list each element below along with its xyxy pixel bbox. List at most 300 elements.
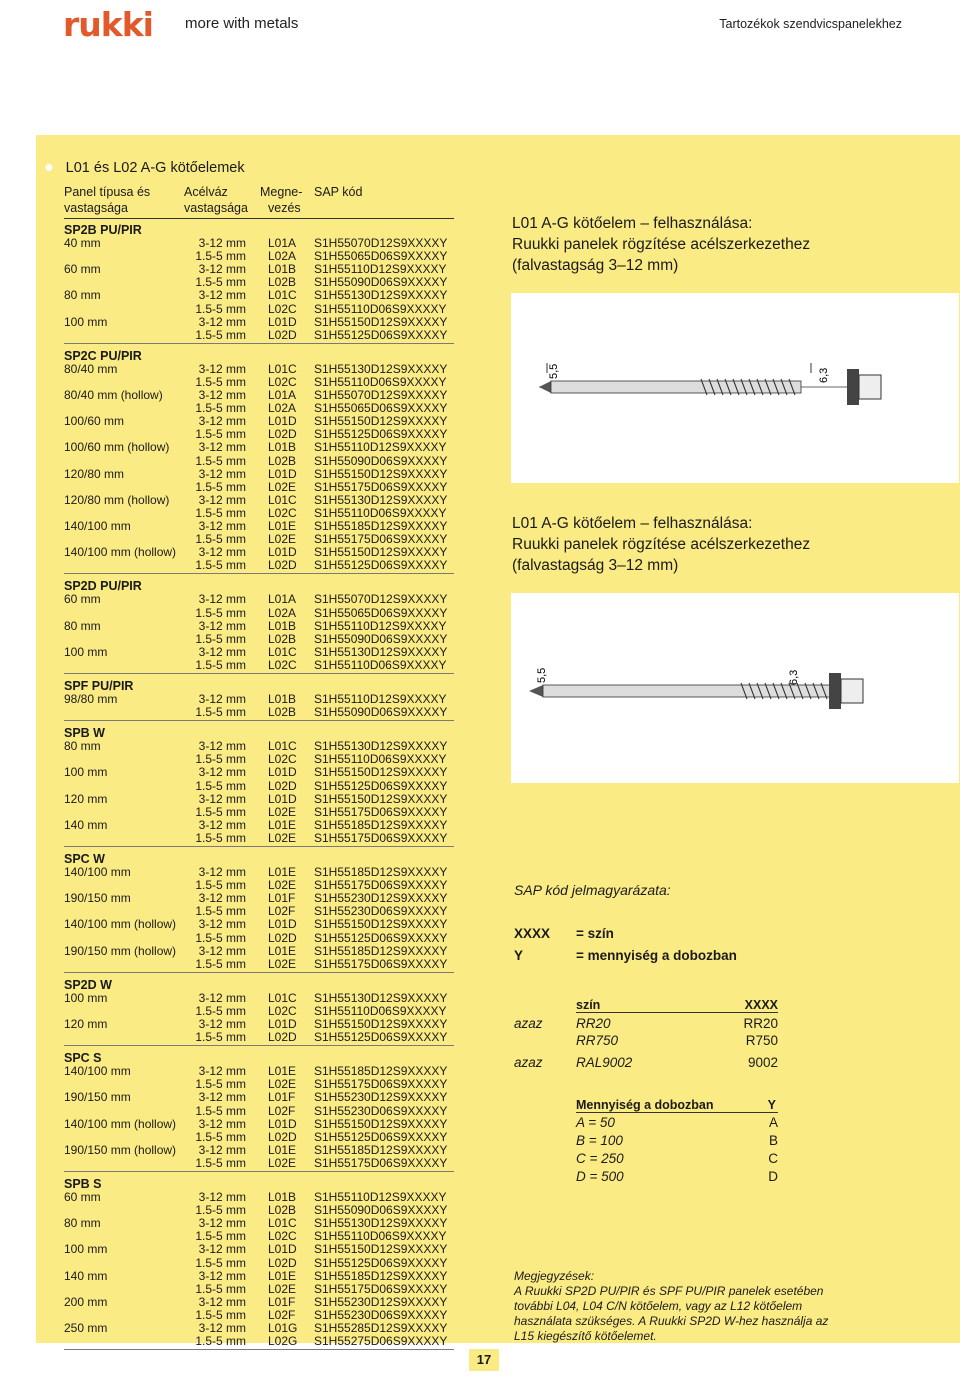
cell-steel: 3-12 mm [198, 739, 246, 754]
cell-name: L01D [268, 1242, 297, 1257]
cell-name: L01F [268, 1294, 296, 1309]
cell-steel: 3-12 mm [198, 466, 246, 481]
cell-steel: 3-12 mm [198, 891, 246, 906]
cell-sap: S1H55185D12S9XXXXY [314, 817, 448, 832]
col-panel-1: Panel típusa és [64, 185, 151, 199]
cell-sap: S1H55070D12S9XXXXY [314, 388, 448, 402]
cell-steel: 1.5-5 mm [195, 327, 246, 342]
cell-name: L01B [268, 618, 297, 633]
cell-steel: 3-12 mm [198, 1064, 246, 1079]
quantity-table-header: Mennyiség a dobozban Y [576, 1098, 776, 1112]
cell-panel: 100 mm [64, 1242, 108, 1257]
cell-sap: S1H55150D12S9XXXXY [314, 791, 448, 806]
cell-sap: S1H55065D06S9XXXXY [314, 401, 448, 416]
sap-legend [514, 882, 671, 898]
cell-name: L01C [268, 644, 297, 659]
cell-name: L01F [268, 891, 296, 906]
col-steel-1: Acélváz [184, 185, 228, 199]
cell-sap: S1H55130D12S9XXXXY [314, 1216, 448, 1231]
cell-name: L02D [268, 1129, 297, 1144]
cell-steel: 1.5-5 mm [195, 1030, 246, 1045]
screw-1-icon [511, 293, 959, 483]
group-title: SP2D W [64, 977, 112, 992]
cell-steel: 1.5-5 mm [195, 1334, 246, 1349]
cell-steel: 1.5-5 mm [195, 878, 246, 893]
cell-name: L02F [268, 904, 296, 919]
cell-steel: 3-12 mm [198, 990, 246, 1005]
cell-panel: 60 mm [64, 592, 101, 607]
cell-name: L02C [268, 374, 297, 389]
cell-panel: 140/100 mm [64, 865, 131, 879]
cell-steel: 3-12 mm [198, 817, 246, 832]
color-ral9002: RAL9002 [576, 1055, 633, 1070]
cell-name: L02E [268, 804, 297, 819]
cell-name: L02C [268, 301, 297, 316]
cell-steel: 3-12 mm [198, 1216, 246, 1231]
cell-name: L02B [268, 1203, 297, 1218]
cell-name: L02D [268, 930, 297, 945]
cell-panel: 100 mm [64, 765, 108, 780]
cell-name: L01C [268, 288, 297, 303]
cell-name: L02E [268, 532, 297, 547]
cell-name: L01A [268, 592, 297, 607]
cell-steel: 3-12 mm [198, 943, 246, 958]
cell-steel: 3-12 mm [198, 1090, 246, 1105]
cell-sap: S1H55150D12S9XXXXY [314, 765, 448, 780]
cell-panel: 140 mm [64, 1268, 108, 1283]
azaz-2: azaz [514, 1055, 543, 1070]
header-rule [64, 218, 454, 219]
cell-steel: 3-12 mm [198, 1116, 246, 1131]
group-title: SP2C PU/PIR [64, 348, 142, 363]
cell-steel: 1.5-5 mm [195, 830, 246, 845]
col-name-2: vezés [268, 201, 301, 215]
cell-panel: 80 mm [64, 288, 101, 303]
header-title: Tartozékok szendvicspanelekhez [719, 17, 902, 31]
cell-steel: 1.5-5 mm [195, 705, 246, 720]
cell-sap: S1H55110D12S9XXXXY [314, 692, 447, 706]
cell-name: L01E [268, 1142, 297, 1157]
col-panel-2: vastagsága [64, 201, 128, 215]
cell-name: L02B [268, 705, 297, 720]
cell-sap: S1H55150D12S9XXXXY [314, 414, 448, 429]
cell-name: L02A [268, 605, 297, 620]
cell-steel: 3-12 mm [198, 288, 246, 303]
group-divider [64, 720, 454, 721]
cell-sap: S1H55230D12S9XXXXY [314, 891, 448, 906]
cell-name: L01A [268, 236, 297, 250]
group-divider [64, 1045, 454, 1046]
cell-name: L01D [268, 1116, 297, 1131]
cell-sap: S1H55230D12S9XXXXY [314, 1090, 448, 1105]
azaz-1: azaz [514, 1016, 543, 1031]
cell-steel: 3-12 mm [198, 692, 246, 706]
cell-steel: 3-12 mm [198, 865, 246, 879]
cell-panel: 100 mm [64, 644, 108, 659]
group-title: SPB W [64, 726, 105, 741]
cell-steel: 3-12 mm [198, 361, 246, 376]
col-name-1: Megne- [260, 185, 303, 199]
cell-sap: S1H55175D06S9XXXXY [314, 956, 448, 971]
group-title: SP2B PU/PIR [64, 223, 142, 237]
color-rr750: RR750 [576, 1033, 619, 1048]
cell-panel: 40 mm [64, 236, 101, 250]
cell-name: L02F [268, 1103, 296, 1118]
section-title: ● L01 és L02 A-G kötőelemek [44, 159, 245, 176]
cell-sap: S1H55090D06S9XXXXY [314, 453, 448, 468]
cell-panel: 120/80 mm (hollow) [64, 492, 170, 507]
quantity-item: B = 100 [576, 1133, 623, 1148]
cell-sap: S1H55125D06S9XXXXY [314, 1129, 448, 1144]
cell-steel: 3-12 mm [198, 1294, 246, 1309]
cell-sap: S1H55125D06S9XXXXY [314, 1255, 448, 1270]
cell-sap: S1H55230D06S9XXXXY [314, 904, 448, 919]
sap-legend-title: SAP kód jelmagyarázata: [514, 882, 671, 898]
cell-steel: 1.5-5 mm [195, 605, 246, 620]
cell-sap: S1H55125D06S9XXXXY [314, 930, 448, 945]
cell-name: L02E [268, 956, 297, 971]
cell-steel: 1.5-5 mm [195, 1103, 246, 1118]
cell-steel: 3-12 mm [198, 414, 246, 429]
cell-steel: 1.5-5 mm [195, 904, 246, 919]
cell-name: L01B [268, 440, 297, 455]
cell-name: L01A [268, 388, 297, 402]
cell-name: L01B [268, 692, 297, 706]
cell-name: L02B [268, 631, 297, 646]
col-sap: SAP kód [314, 185, 363, 199]
cell-sap: S1H55130D12S9XXXXY [314, 644, 448, 659]
group-divider [64, 846, 454, 847]
group-title: SPC S [64, 1051, 102, 1066]
cell-panel: 190/150 mm [64, 891, 131, 906]
color-table-header: szín XXXX [576, 998, 778, 1012]
quantity-code: D [768, 1169, 778, 1184]
cell-steel: 3-12 mm [198, 1242, 246, 1257]
cell-panel: 98/80 mm [64, 692, 118, 706]
cell-name: L02E [268, 830, 297, 845]
cell-steel: 3-12 mm [198, 388, 246, 402]
cell-steel: 1.5-5 mm [195, 752, 246, 767]
cell-sap: S1H55110D12S9XXXXY [314, 262, 447, 277]
cell-name: L02D [268, 1255, 297, 1270]
cell-steel: 3-12 mm [198, 1268, 246, 1283]
cell-sap: S1H55130D12S9XXXXY [314, 288, 448, 303]
color-rr750-code: R750 [745, 1033, 778, 1048]
cell-name: L02E [268, 878, 297, 893]
group-divider [64, 1171, 454, 1172]
group-divider [64, 972, 454, 973]
cell-sap: S1H55090D06S9XXXXY [314, 275, 448, 290]
cell-sap: S1H55230D12S9XXXXY [314, 1294, 448, 1309]
cell-name: L01D [268, 917, 297, 932]
cell-name: L01D [268, 466, 297, 481]
cell-name: L01E [268, 519, 297, 533]
cell-panel: 60 mm [64, 1190, 101, 1204]
cell-steel: 3-12 mm [198, 644, 246, 659]
group-title: SPF PU/PIR [64, 679, 134, 693]
cell-sap: S1H55130D12S9XXXXY [314, 361, 448, 376]
cell-steel: 1.5-5 mm [195, 401, 246, 416]
dim-label-a: 5,5 [548, 363, 560, 379]
cell-panel: 140/100 mm (hollow) [64, 545, 177, 560]
cell-name: L02F [268, 1307, 296, 1322]
cell-panel: 250 mm [64, 1321, 108, 1335]
page-number: 17 [469, 1349, 499, 1371]
cell-steel: 1.5-5 mm [195, 1281, 246, 1296]
cell-sap: S1H55065D06S9XXXXY [314, 249, 448, 264]
cell-panel: 200 mm [64, 1294, 108, 1309]
quantity-item: A = 50 [576, 1115, 615, 1130]
cell-name: L02A [268, 401, 297, 416]
cell-sap: S1H55175D06S9XXXXY [314, 1077, 448, 1092]
cell-name: L02D [268, 327, 297, 342]
cell-name: L02A [268, 249, 297, 264]
cell-name: L02B [268, 453, 297, 468]
cell-panel: 120 mm [64, 791, 108, 806]
cell-panel: 120 mm [64, 1017, 108, 1031]
cell-sap: S1H55150D12S9XXXXY [314, 466, 448, 481]
sap-key-xxxx: XXXX = szín [514, 926, 614, 941]
cell-steel: 3-12 mm [198, 545, 246, 560]
cell-sap: S1H55125D06S9XXXXY [314, 778, 448, 793]
cell-name: L02D [268, 778, 297, 793]
ruukki-logo: rukki [63, 5, 153, 44]
cell-sap: S1H55275D06S9XXXXY [314, 1334, 448, 1349]
cell-name: L01B [268, 262, 297, 277]
cell-steel: 1.5-5 mm [195, 930, 246, 945]
group-title: SPC W [64, 852, 105, 866]
cell-panel: 100/60 mm (hollow) [64, 440, 170, 455]
cell-name: L01D [268, 414, 297, 429]
cell-sap: S1H55185D12S9XXXXY [314, 519, 448, 533]
cell-steel: 3-12 mm [198, 592, 246, 607]
dim-label-a2: 5,5 [536, 667, 548, 683]
quantity-item: D = 500 [576, 1169, 624, 1184]
cell-sap: S1H55125D06S9XXXXY [314, 1030, 448, 1045]
cell-sap: S1H55090D06S9XXXXY [314, 1203, 448, 1218]
cell-steel: 3-12 mm [198, 440, 246, 455]
quantity-item: C = 250 [576, 1151, 624, 1166]
cell-sap: S1H55090D06S9XXXXY [314, 705, 448, 720]
cell-sap: S1H55150D12S9XXXXY [314, 917, 448, 932]
cell-name: L02E [268, 1077, 297, 1092]
cell-steel: 1.5-5 mm [195, 657, 246, 672]
cell-steel: 3-12 mm [198, 1017, 246, 1031]
cell-sap: S1H55110D06S9XXXXY [314, 657, 447, 672]
cell-sap: S1H55125D06S9XXXXY [314, 327, 448, 342]
cell-name: L01G [268, 1321, 298, 1335]
cell-steel: 1.5-5 mm [195, 1307, 246, 1322]
cell-name: L01E [268, 943, 297, 958]
quantity-code: A [768, 1115, 778, 1130]
cell-steel: 1.5-5 mm [195, 1255, 246, 1270]
cell-panel: 140/100 mm [64, 519, 131, 533]
cell-steel: 3-12 mm [198, 765, 246, 780]
cell-steel: 1.5-5 mm [195, 631, 246, 646]
cell-sap: S1H55150D12S9XXXXY [314, 314, 448, 329]
cell-sap: S1H55110D12S9XXXXY [314, 440, 447, 455]
cell-sap: S1H55110D06S9XXXXY [314, 301, 447, 316]
cell-panel: 80 mm [64, 618, 101, 633]
cell-panel: 190/150 mm (hollow) [64, 1142, 177, 1157]
cell-name: L01C [268, 990, 297, 1005]
cell-steel: 1.5-5 mm [195, 558, 246, 573]
cell-sap: S1H55175D06S9XXXXY [314, 830, 448, 845]
color-rr20: RR20 [576, 1016, 611, 1031]
cell-sap: S1H55125D06S9XXXXY [314, 558, 448, 573]
cell-sap: S1H55175D06S9XXXXY [314, 479, 448, 494]
cell-name: L02G [268, 1334, 298, 1349]
cell-panel: 60 mm [64, 262, 101, 277]
usage-title-2: L01 A-G kötőelem – felhasználása: Ruukki panelek rögzítése acélszerkezethez (falvastagság 3–12 mm) [512, 515, 811, 574]
cell-name: L01E [268, 817, 297, 832]
usage-title-1: L01 A-G kötőelem – felhasználása: Ruukki panelek rögzítése acélszerkezethez (falvastagság 3–12 mm) [512, 215, 811, 274]
cell-panel: 80/40 mm [64, 361, 118, 376]
cell-sap: S1H55090D06S9XXXXY [314, 631, 448, 646]
cell-steel: 1.5-5 mm [195, 453, 246, 468]
tagline: more with metals [185, 15, 299, 32]
cell-sap: S1H55070D12S9XXXXY [314, 592, 448, 607]
cell-panel: 100/60 mm [64, 414, 125, 429]
cell-steel: 3-12 mm [198, 236, 246, 250]
cell-sap: S1H55150D12S9XXXXY [314, 1242, 448, 1257]
cell-name: L01D [268, 791, 297, 806]
cell-name: L02D [268, 1030, 297, 1045]
col-steel-2: vastagsága [184, 201, 248, 215]
cell-name: L01D [268, 765, 297, 780]
cell-panel: 190/150 mm [64, 1090, 131, 1105]
cell-sap: S1H55130D12S9XXXXY [314, 492, 448, 507]
cell-sap: S1H55285D12S9XXXXY [314, 1321, 448, 1335]
cell-sap: S1H55110D12S9XXXXY [314, 1190, 447, 1204]
dim-label-b2: 6,3 [788, 669, 800, 685]
cell-steel: 1.5-5 mm [195, 1129, 246, 1144]
cell-sap: S1H55185D12S9XXXXY [314, 865, 448, 879]
cell-steel: 1.5-5 mm [195, 956, 246, 971]
cell-steel: 3-12 mm [198, 314, 246, 329]
cell-name: L01E [268, 865, 297, 879]
cell-name: L02C [268, 1003, 297, 1018]
cell-panel: 80/40 mm (hollow) [64, 388, 163, 402]
group-divider [64, 573, 454, 574]
cell-steel: 1.5-5 mm [195, 778, 246, 793]
cell-name: L02C [268, 752, 297, 767]
cell-steel: 3-12 mm [198, 1142, 246, 1157]
cell-steel: 1.5-5 mm [195, 374, 246, 389]
color-ral9002-code: 9002 [747, 1055, 778, 1070]
cell-steel: 1.5-5 mm [195, 1077, 246, 1092]
bullet-icon: ● [44, 159, 54, 176]
notes: Megjegyzések: A Ruukki SP2D PU/PIR és SPF PU/PIR panelek esetében további L04, L04 C/N kötőelem, vagy az L12 kötőelem használata szükséges. A Ruukki SP2D W-hez használja az L15 kiegészítő kötőelemet. [514, 1269, 829, 1343]
cell-name: L01C [268, 739, 297, 754]
sap-key-y: Y = mennyiség a dobozban [514, 948, 737, 963]
cell-sap: S1H55110D06S9XXXXY [314, 1003, 447, 1018]
cell-steel: 1.5-5 mm [195, 804, 246, 819]
cell-sap: S1H55185D12S9XXXXY [314, 943, 448, 958]
group-divider [64, 343, 454, 344]
cell-steel: 3-12 mm [198, 917, 246, 932]
cell-panel: 140 mm [64, 817, 108, 832]
cell-steel: 3-12 mm [198, 618, 246, 633]
cell-name: L01D [268, 314, 297, 329]
group-title: SPB S [64, 1177, 102, 1191]
cell-sap: S1H55175D06S9XXXXY [314, 878, 448, 893]
cell-panel: 100 mm [64, 990, 108, 1005]
cell-sap: S1H55070D12S9XXXXY [314, 236, 448, 250]
cell-panel: 190/150 mm (hollow) [64, 943, 177, 958]
cell-steel: 1.5-5 mm [195, 1229, 246, 1244]
cell-steel: 3-12 mm [198, 1321, 246, 1335]
quantity-code: B [768, 1133, 778, 1148]
cell-name: L02C [268, 657, 297, 672]
cell-panel: 80 mm [64, 739, 101, 754]
cell-sap: S1H55150D12S9XXXXY [314, 1017, 448, 1031]
cell-name: L01C [268, 492, 297, 507]
cell-name: L02E [268, 479, 297, 494]
cell-steel: 1.5-5 mm [195, 1155, 246, 1170]
cell-sap: S1H55130D12S9XXXXY [314, 990, 448, 1005]
cell-steel: 1.5-5 mm [195, 505, 246, 520]
screw-drawing-2 [511, 593, 959, 783]
cell-steel: 1.5-5 mm [195, 275, 246, 290]
cell-sap: S1H55230D06S9XXXXY [314, 1307, 448, 1322]
cell-panel: 140/100 mm (hollow) [64, 1116, 177, 1131]
cell-sap: S1H55110D06S9XXXXY [314, 1229, 447, 1244]
group-divider [64, 673, 454, 674]
cell-name: L02C [268, 505, 297, 520]
color-rr20-code: RR20 [743, 1016, 778, 1031]
cell-steel: 1.5-5 mm [195, 532, 246, 547]
cell-steel: 1.5-5 mm [195, 301, 246, 316]
cell-sap: S1H55185D12S9XXXXY [314, 1142, 448, 1157]
cell-panel: 140/100 mm (hollow) [64, 917, 177, 932]
cell-sap: S1H55175D06S9XXXXY [314, 804, 448, 819]
cell-sap: S1H55110D06S9XXXXY [314, 505, 447, 520]
cell-name: L01B [268, 1190, 297, 1204]
cell-name: L02B [268, 275, 297, 290]
cell-name: L01C [268, 361, 297, 376]
cell-name: L01D [268, 1017, 297, 1031]
cell-panel: 140/100 mm [64, 1064, 131, 1079]
dim-label-b: 6,3 [818, 367, 830, 383]
cell-steel: 3-12 mm [198, 492, 246, 507]
cell-steel: 1.5-5 mm [195, 249, 246, 264]
cell-name: L01F [268, 1090, 296, 1105]
cell-panel: 120/80 mm [64, 466, 125, 481]
cell-sap: S1H55185D12S9XXXXY [314, 1268, 448, 1283]
page-header [0, 0, 960, 50]
cell-sap: S1H55185D12S9XXXXY [314, 1064, 448, 1079]
cell-sap: S1H55175D06S9XXXXY [314, 532, 448, 547]
cell-sap: S1H55110D06S9XXXXY [314, 374, 447, 389]
cell-name: L02D [268, 427, 297, 442]
cell-steel: 1.5-5 mm [195, 479, 246, 494]
cell-sap: S1H55110D06S9XXXXY [314, 752, 447, 767]
cell-sap: S1H55150D12S9XXXXY [314, 545, 448, 560]
cell-steel: 1.5-5 mm [195, 427, 246, 442]
cell-panel: 80 mm [64, 1216, 101, 1231]
cell-name: L02C [268, 1229, 297, 1244]
cell-panel: 100 mm [64, 314, 108, 329]
cell-steel: 1.5-5 mm [195, 1003, 246, 1018]
screw-drawing-1 [511, 293, 959, 483]
cell-sap: S1H55175D06S9XXXXY [314, 1155, 448, 1170]
cell-steel: 1.5-5 mm [195, 1203, 246, 1218]
quantity-code: C [768, 1151, 778, 1166]
cell-steel: 3-12 mm [198, 519, 246, 533]
group-divider [64, 1349, 454, 1350]
cell-name: L02D [268, 558, 297, 573]
